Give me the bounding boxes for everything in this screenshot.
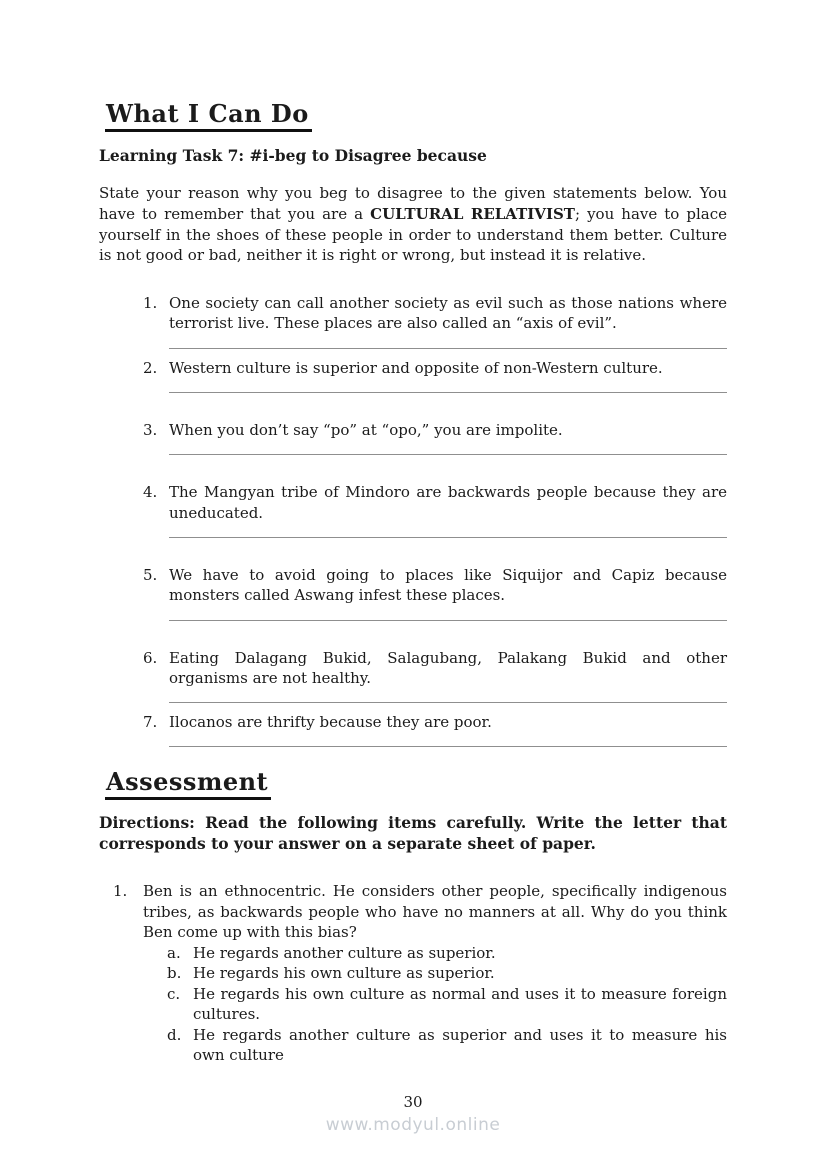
answer-blank-line-3 bbox=[169, 440, 727, 455]
statement-item-3 bbox=[143, 420, 727, 440]
statement-text: Eating Dalagang Bukid, Salagubang, Palakang Bukid and other organisms are not healthy. bbox=[169, 648, 727, 687]
statement-item-1 bbox=[143, 293, 727, 334]
choice-text: He regards his own culture as superior. bbox=[193, 964, 495, 983]
choice-letter: a. bbox=[167, 943, 181, 962]
answer-blank-line-6 bbox=[169, 688, 727, 703]
choice-text: He regards his own culture as normal and uses it to measure foreign cultures. bbox=[193, 984, 727, 1024]
statement-text: The Mangyan tribe of Mindoro are backwards people because they are uneducated. bbox=[169, 483, 727, 522]
intro-paragraph bbox=[99, 183, 727, 266]
learning-task-heading: Learning Task 7: #i-beg to Disagree because bbox=[99, 146, 487, 165]
choice-c bbox=[167, 984, 727, 1025]
answer-blank-line-7 bbox=[169, 732, 727, 747]
intro-bold-term: CULTURAL RELATIVIST bbox=[370, 204, 575, 223]
statement-number: 3. bbox=[143, 421, 158, 440]
directions-text: Directions: Read the following items carefully. Write the letter that corresponds to your answer on a separate sheet of paper. bbox=[99, 813, 727, 854]
question-text: Ben is an ethnocentric. He considers other people, specifically indigenous tribes, as backwards people who have no manners at all. Why do you think Ben come up with this bias? bbox=[143, 882, 727, 942]
section-title-what-i-can-do: What I Can Do bbox=[105, 100, 312, 132]
question-number: 1. bbox=[113, 882, 128, 901]
assessment-question-1 bbox=[113, 881, 727, 1066]
statement-number: 4. bbox=[143, 483, 158, 502]
statement-item-7 bbox=[143, 712, 727, 732]
statement-text: When you don’t say “po” at “opo,” you are impolite. bbox=[169, 421, 563, 440]
answer-blank-line-2 bbox=[169, 378, 727, 393]
choice-letter: b. bbox=[167, 964, 182, 983]
choice-a bbox=[167, 943, 727, 964]
statement-item-6 bbox=[143, 648, 727, 689]
statement-number: 5. bbox=[143, 565, 158, 584]
statement-number: 1. bbox=[143, 294, 158, 313]
intro-text-after: ; you have to place yourself in the shoes of these people in order to understand them better. Culture is not good or bad, neither it is right or wrong, but instead it is relative. bbox=[99, 204, 728, 265]
answer-blank-line-5 bbox=[169, 606, 727, 621]
statement-item-2 bbox=[143, 358, 727, 378]
statement-text: Ilocanos are thrifty because they are poor. bbox=[169, 713, 492, 732]
statement-number: 6. bbox=[143, 648, 158, 667]
statement-text: One society can call another society as evil such as those nations where terrorist live. These places are also called an “axis of evil”. bbox=[169, 294, 727, 333]
statement-number: 2. bbox=[143, 358, 158, 377]
answer-blank-line-1 bbox=[169, 334, 727, 349]
section-title-assessment: Assessment bbox=[105, 768, 271, 800]
statement-item-4 bbox=[143, 482, 727, 523]
choice-letter: c. bbox=[167, 984, 181, 1003]
choice-d bbox=[167, 1025, 727, 1066]
section-what-i-can-do bbox=[99, 100, 727, 747]
intro-text-before: State your reason why you beg to disagree to the given statements below. You have to remember that you are a bbox=[99, 184, 727, 223]
choice-text: He regards another culture as superior and uses it to measure his own culture bbox=[193, 1025, 727, 1065]
question-body bbox=[143, 881, 727, 1066]
watermark-text: www.modyul.online bbox=[325, 1115, 501, 1135]
page-footer bbox=[0, 1092, 826, 1136]
page-number: 30 bbox=[403, 1093, 423, 1111]
statement-text: We have to avoid going to places like Siquijor and Capiz because monsters called Aswang infest these places. bbox=[169, 565, 727, 605]
section-assessment bbox=[99, 768, 727, 1065]
statement-number: 7. bbox=[143, 713, 158, 732]
choice-b bbox=[167, 963, 727, 984]
choice-letter: d. bbox=[167, 1025, 182, 1044]
statement-item-5 bbox=[143, 565, 727, 606]
choice-text: He regards another culture as superior. bbox=[193, 943, 496, 962]
answer-blank-line-4 bbox=[169, 523, 727, 538]
statement-text: Western culture is superior and opposite of non-Western culture. bbox=[169, 358, 663, 377]
